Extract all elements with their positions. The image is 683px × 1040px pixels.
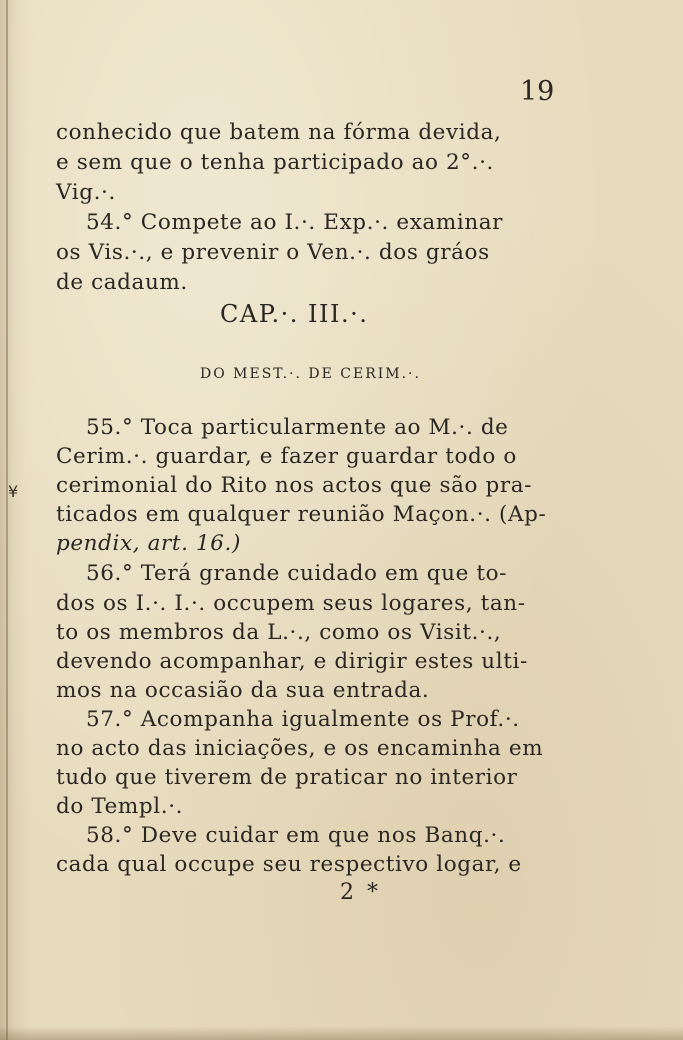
text-line: devendo acompanhar, e dirigir estes ulti-	[56, 649, 528, 674]
text-line: e sem que o tenha participado ao 2°.·.	[56, 150, 494, 175]
text-line: 56.° Terá grande cuidado em que to-	[86, 561, 507, 586]
text-line: conhecido que batem na fórma devida,	[56, 120, 502, 145]
text-line: tudo que tiverem de praticar no interior	[56, 765, 518, 790]
text-line: de cadaum.	[56, 270, 188, 295]
section-heading: DO MEST.·. DE CERIM.·.	[200, 366, 421, 382]
chapter-heading: CAP.·. III.·.	[220, 300, 369, 328]
text-line: 58.° Deve cuidar em que nos Banq.·.	[86, 823, 506, 848]
page-bottom-edge	[0, 1026, 683, 1040]
text-line: Vig.·.	[56, 180, 116, 205]
text-line: cada qual occupe seu respectivo logar, e	[56, 852, 522, 877]
text-line: 57.° Acompanha igualmente os Prof.·.	[86, 707, 520, 732]
text-line: cerimonial do Rito nos actos que são pra-	[56, 473, 533, 498]
text-line: mos na occasião da sua entrada.	[56, 678, 430, 703]
margin-mark: ¥	[8, 482, 19, 501]
text-line: do Templ.·.	[56, 794, 184, 819]
text-line: ticados em qualquer reunião Maçon.·. (Ap-	[56, 502, 547, 527]
text-line: 55.° Toca particularmente ao M.·. de	[86, 415, 509, 440]
text-line: os Vis.·., e prevenir o Ven.·. dos gráos	[56, 240, 490, 265]
text-line: Cerim.·. guardar, e fazer guardar todo o	[56, 444, 517, 469]
text-line: no acto das iniciações, e os encaminha em	[56, 736, 544, 761]
text-line: to os membros da L.·., como os Visit.·.,	[56, 620, 502, 645]
text-line: pendix, art. 16.)	[56, 531, 241, 556]
text-line: 54.° Compete ao I.·. Exp.·. examinar	[86, 210, 504, 235]
signature-mark: 2 *	[340, 880, 381, 905]
page-spine-shadow	[6, 0, 8, 1040]
text-line: dos os I.·. I.·. occupem seus logares, tan-	[56, 591, 526, 616]
page-number: 19	[520, 76, 555, 107]
